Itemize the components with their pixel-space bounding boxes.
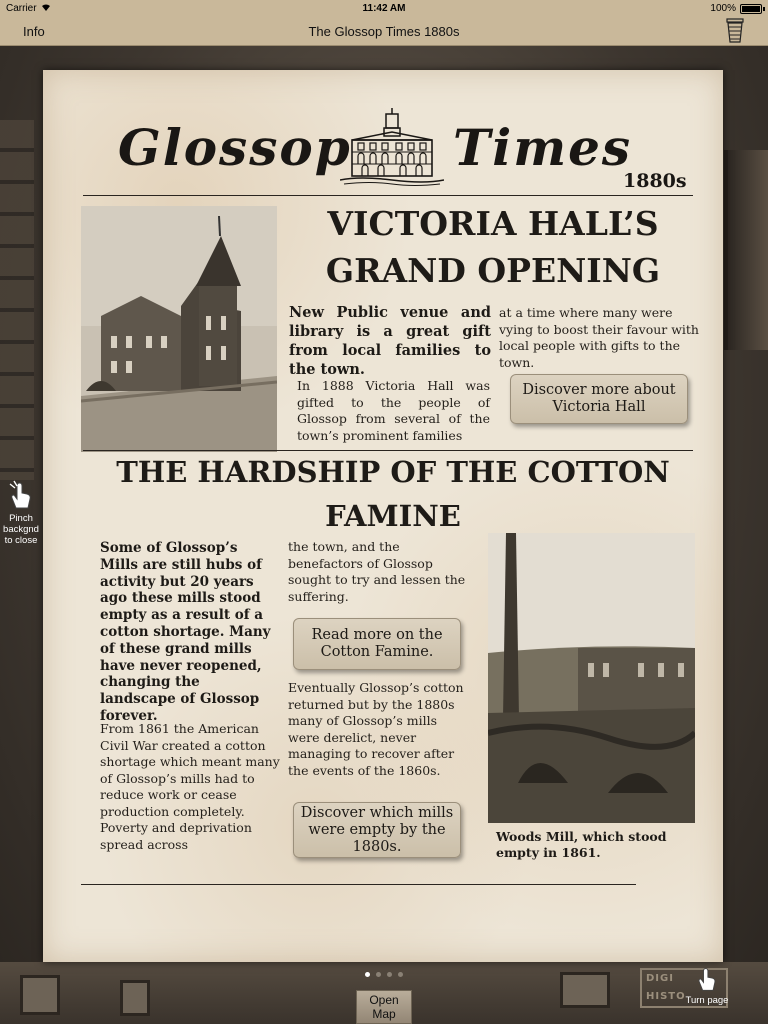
masthead bbox=[118, 118, 678, 188]
story-1-headline: VICTORIA HALL’S GRAND OPENING bbox=[325, 204, 661, 290]
background-window bbox=[560, 972, 610, 1008]
page-dot[interactable] bbox=[398, 972, 403, 977]
status-bar bbox=[0, 0, 768, 18]
story-1-lead: New Public venue and library is a great gift from local families to the town. bbox=[289, 304, 491, 378]
discover-victoria-hall-button[interactable]: Discover more about Victoria Hall bbox=[510, 374, 688, 424]
divider bbox=[81, 884, 636, 885]
page-dot[interactable] bbox=[387, 972, 392, 977]
page-dot[interactable] bbox=[376, 972, 381, 977]
navigation-bar bbox=[0, 18, 768, 46]
background-window bbox=[120, 980, 150, 1016]
story-2-body-middle-bottom: Eventually Glossop’s cotton returned but by the 1880s many of Glossop’s mills were derelict, never managing to recover after the events of the 1860s. bbox=[288, 680, 464, 778]
bin-icon[interactable] bbox=[726, 18, 744, 44]
woods-mill-caption: Woods Mill, which stood empty in 1861. bbox=[496, 829, 667, 860]
edition-label: 1880s bbox=[623, 170, 687, 192]
story-2-body-left: From 1861 the American Civil War created a cotton shortage which meant many of Glossop’s mills had to reduce work or cease production completely. Poverty and deprivation spread across bbox=[100, 721, 280, 852]
background-window-left bbox=[0, 120, 34, 480]
turn-page-hint[interactable] bbox=[682, 966, 732, 1006]
swipe-gesture-icon bbox=[695, 966, 719, 992]
story-2-headline: THE HARDSHIP OF THE COTTON FAMINE bbox=[116, 455, 670, 533]
background-window bbox=[20, 975, 60, 1015]
pinch-hint bbox=[0, 480, 42, 546]
turn-page-label: Turn page bbox=[685, 995, 729, 1006]
background-sign: DIGI HISTO bbox=[640, 968, 728, 1008]
masthead-title-left: Glossop bbox=[118, 118, 352, 177]
story-1-body-left: In 1888 Victoria Hall was gifted to the people of Glossop from several of the town’s prominent families bbox=[297, 378, 490, 443]
pinch-gesture-icon bbox=[8, 480, 34, 510]
story-2-lead: Some of Glossop’s Mills are still hubs of activity but 20 years ago these mills stood empty as a result of a cotton shortage. Many of these grand mills have never reopened, changing the landscape of Glossop forever. bbox=[100, 540, 271, 724]
status-time: 11:42 AM bbox=[362, 3, 406, 14]
discover-empty-mills-button[interactable]: Discover which mills were empty by the 1880s. bbox=[293, 802, 461, 858]
background-window-right bbox=[724, 150, 768, 350]
divider bbox=[83, 195, 693, 196]
victoria-hall-photo bbox=[81, 206, 277, 452]
battery-percent: 100% bbox=[710, 3, 736, 14]
info-button[interactable]: Info bbox=[23, 24, 45, 39]
pinch-hint-label: Pinch backgnd to close bbox=[3, 513, 39, 546]
newspaper-page bbox=[43, 70, 723, 962]
town-hall-icon bbox=[340, 106, 444, 188]
woods-mill-photo bbox=[488, 533, 695, 823]
open-map-button[interactable]: Open Map bbox=[356, 990, 412, 1024]
nav-title: The Glossop Times 1880s bbox=[308, 24, 460, 39]
page-dot[interactable] bbox=[365, 972, 370, 977]
read-cotton-famine-button[interactable]: Read more on the Cotton Famine. bbox=[293, 618, 461, 670]
battery-icon bbox=[740, 4, 762, 14]
masthead-title-right: Times bbox=[453, 118, 633, 177]
story-2-body-middle-top: the town, and the benefactors of Glossop sought to try and lessen the suffering. bbox=[288, 539, 466, 604]
story-1-body-right: at a time where many were vying to boost their favour with local people with gifts to the town. bbox=[499, 305, 699, 370]
page-indicator[interactable] bbox=[360, 972, 408, 980]
carrier-label: Carrier bbox=[6, 3, 37, 14]
